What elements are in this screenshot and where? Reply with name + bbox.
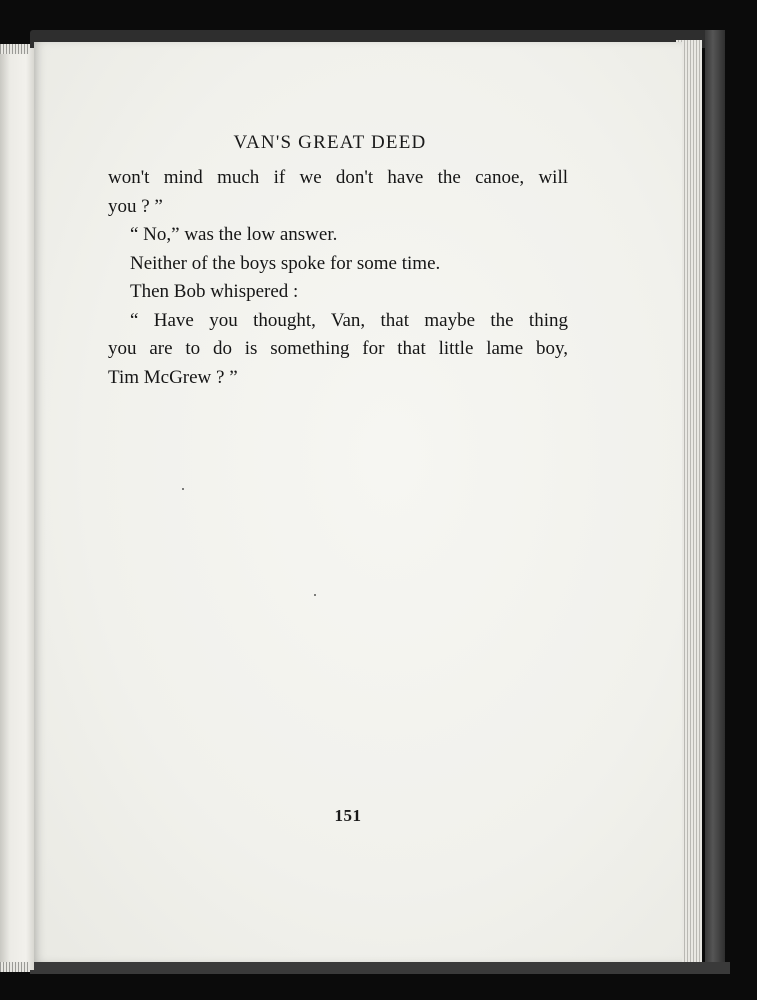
text-line: you are to do is something for that little lame boy,	[108, 338, 568, 359]
binding-stitches-bottom	[0, 962, 30, 972]
page-number: 151	[334, 806, 362, 825]
book-cover-bottom	[30, 962, 730, 974]
facing-page-edge	[0, 48, 34, 970]
text-line: “ No,” was the low answer.	[130, 224, 338, 245]
text-line: Then Bob whispered :	[130, 281, 299, 302]
text-line: “ Have you thought, Van, that maybe the thing	[130, 309, 568, 331]
paper-speck	[182, 488, 184, 490]
book-cover-right	[705, 30, 725, 970]
running-head: VAN'S GREAT DEED	[233, 132, 427, 153]
text-line: won't mind much if we don't have the canoe, will	[108, 167, 568, 188]
text-line: Neither of the boys spoke for some time.	[130, 252, 441, 274]
text-line: you ? ”	[108, 195, 163, 217]
binding-stitches-top	[0, 44, 30, 54]
body-text	[108, 164, 568, 392]
paper-speck	[314, 594, 316, 596]
text-line: Tim McGrew ? ”	[108, 366, 238, 388]
book-page	[34, 42, 682, 962]
